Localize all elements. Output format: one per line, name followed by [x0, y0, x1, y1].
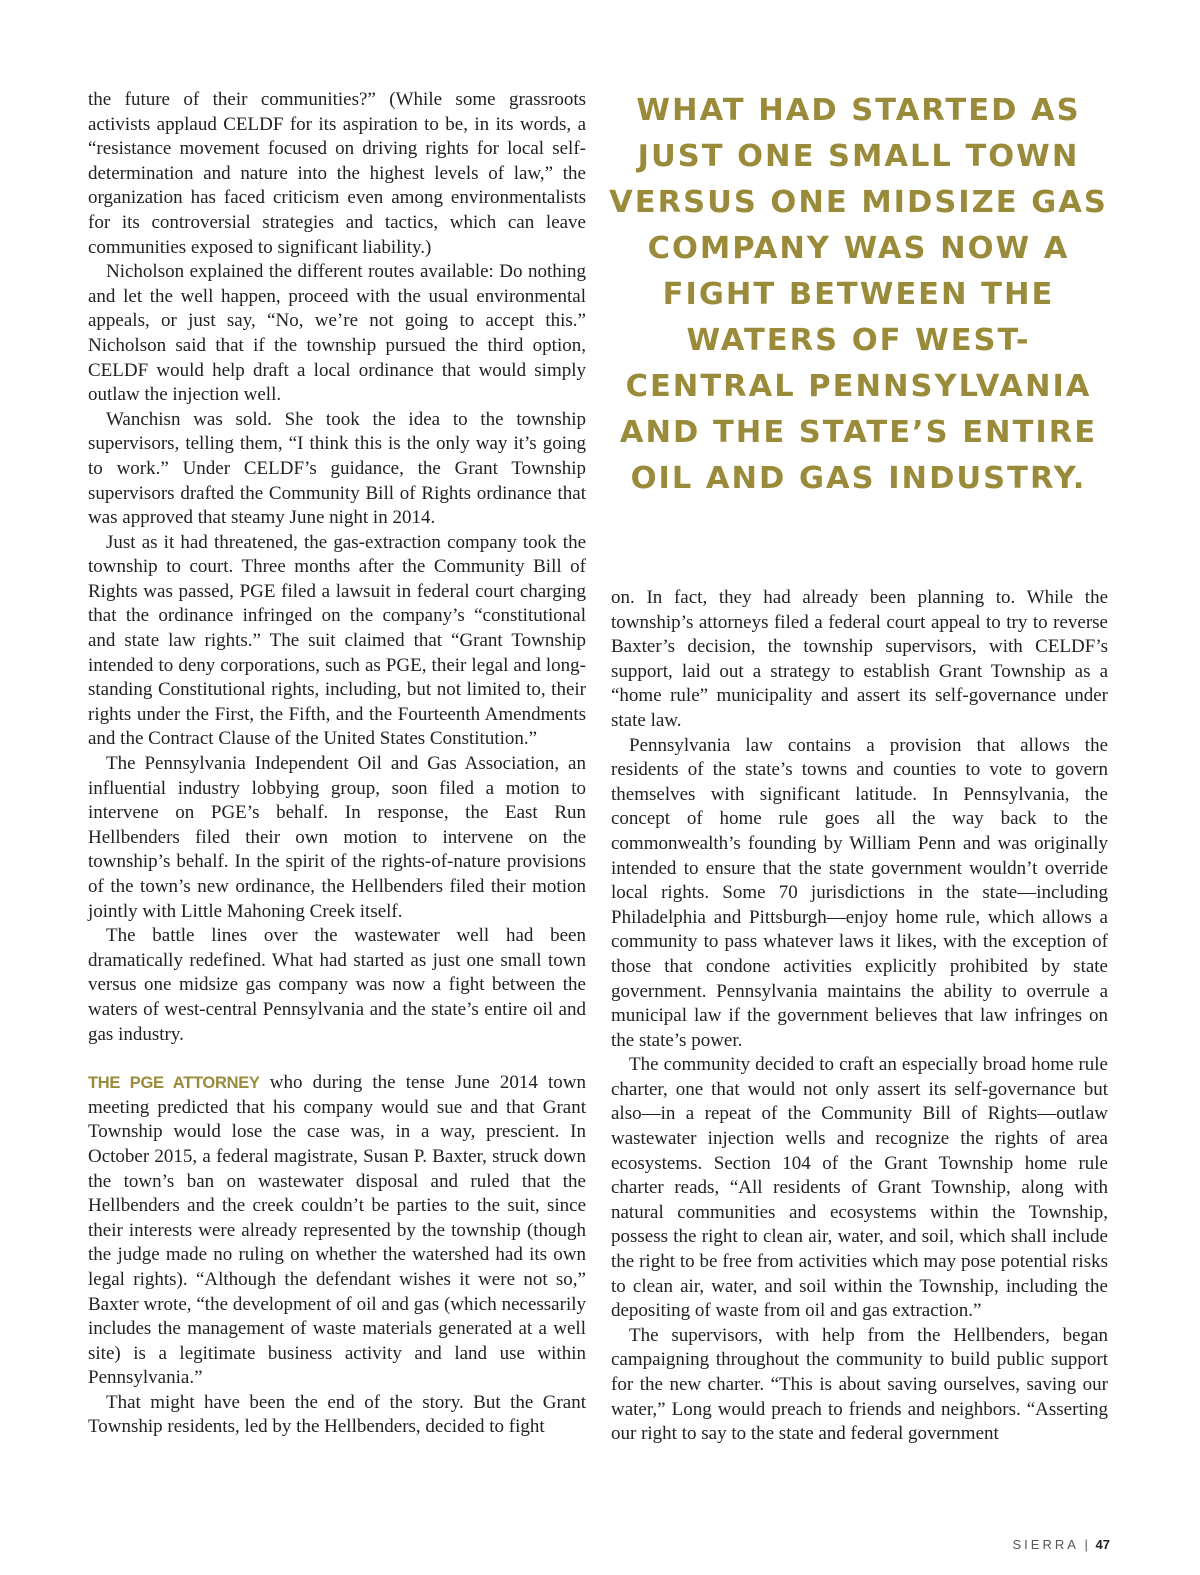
section-body: who during the tense June 2014 town meeting predicted that his company would sue and that Grant Township would lose the case was, in a way, prescient. In October 2015, a federal magistrate, Susan P. Baxter, struck down the town’s ban on wastewater disposal and ruled that the Hellbenders and the creek couldn’t be parties to the suit, since their interests were already represented by the township (though the judge made no ruling on whether the watershed had its own legal rights). “Although the defendant wishes it were not so,” Baxter wrote, “the development of oil and gas (which necessarily includes the management of waste materials generated at a well site) is a legitimate business activity and land use within Pennsylvania.”: [88, 1072, 586, 1389]
paragraph: the future of their communities?” (While some grassroots activists applaud CELDF for its aspiration to be, in its words, a “resistance movement focused on driving rights for local self-determination and nature into the highest levels of law,” the organization has faced criticism even among environmentalists for its controversial strategies and tactics, which can leave communities exposed to significant liability.): [88, 89, 586, 258]
pull-quote: WHAT HAD STARTED AS JUST ONE SMALL TOWN VERSUS ONE MIDSIZE GAS COMPANY WAS NOW A FIGHT BETWEEN THE WATERS OF WEST-CENTRAL PENNSYLVANIA AND THE STATE’S ENTIRE OIL AND GAS INDUSTRY.: [609, 93, 1108, 496]
paragraph: That might have been the end of the story. But the Grant Township residents, led by the Hellbenders, decided to fight: [88, 1391, 586, 1438]
paragraph: The battle lines over the wastewater well had been dramatically redefined. What had started as just one small town versus one midsize gas company was now a fight between the waters of west-central Pennsylvania and the state’s entire oil and gas industry.: [88, 925, 586, 1045]
right-column: [611, 586, 1108, 1447]
footer-separator: |: [1084, 1537, 1088, 1552]
section-lead-in: THE PGE ATTORNEY: [88, 1074, 260, 1093]
paragraph: Nicholson explained the different routes available: Do nothing and let the well happen, proceed with the usual environmental appeals, or just say, “No, we’re not going to accept this.” Nicholson said that if the township pursued the third option, CELDF would help draft a local ordinance that would simply outlaw the injection well.: [88, 261, 586, 406]
page-number: 47: [1095, 1537, 1110, 1552]
left-column: [88, 88, 586, 1440]
paragraph: The supervisors, with help from the Hellbenders, began campaigning throughout the community to build public support for the new charter. “This is about saving ourselves, saving our water,” Long would preach to friends and neighbors. “Asserting our right to say to the state and federal government: [611, 1324, 1108, 1445]
paragraph: on. In fact, they had already been planning to. While the township’s attorneys filed a federal court appeal to try to reverse Baxter’s decision, the township supervisors, with CELDF’s support, laid out a strategy to establish Grant Township as a “home rule” municipality and assert its self-governance under state law.: [611, 587, 1108, 731]
page-footer: [1012, 1537, 1110, 1552]
magazine-name: SIERRA: [1012, 1537, 1079, 1552]
paragraph: Just as it had threatened, the gas-extraction company took the township to court. Three months after the Community Bill of Rights was passed, PGE filed a lawsuit in federal court charging that the ordinance infringed on the company’s “constitutional and state law rights.” The suit claimed that “Grant Township intended to deny corporations, such as PGE, their legal and long-standing Constitutional rights, including, but not limited to, their rights under the First, the Fifth, and the Fourteenth Amendments and the Contract Clause of the United States Constitution.”: [88, 531, 586, 750]
paragraph: Pennsylvania law contains a provision that allows the residents of the state’s towns and counties to vote to govern themselves with significant latitude. In Pennsylvania, the concept of home rule goes all the way back to the commonwealth’s founding by William Penn and was originally intended to ensure that the state government wouldn’t override local rights. Some 70 jurisdictions in the state—including Philadelphia and Pittsburgh—enjoy home rule, which allows a community to pass whatever laws it likes, with the exception of those that condone activities explicitly prohibited by state government. Pennsylvania maintains the ability to overrule a municipal law if the government believes that law infringes on the state’s power.: [611, 734, 1108, 1051]
paragraph: The community decided to craft an especially broad home rule charter, one that would not only assert its self-governance but also—in a repeat of the Community Bill of Rights—outlaw wastewater injection wells and recognize the rights of area ecosystems. Section 104 of the Grant Township home rule charter reads, “All residents of Grant Township, along with natural communities and ecosystems within the Township, possess the right to clean air, water, and soil, which shall include the right to be free from activities which may pose potential risks to clean air, water, and soil within the Township, including the depositing of waste from oil and gas extraction.”: [611, 1054, 1108, 1322]
paragraph: The Pennsylvania Independent Oil and Gas Association, an influential industry lobbying group, soon filed a motion to intervene on PGE’s behalf. In response, the East Run Hellbenders filed their own motion to intervene on the township’s behalf. In the spirit of the rights-of-nature provisions of the town’s new ordinance, the Hellbenders filed their motion jointly with Little Mahoning Creek itself.: [88, 753, 586, 922]
section-paragraph: [88, 1071, 586, 1391]
paragraph: Wanchisn was sold. She took the idea to the township supervisors, telling them, “I think this is the only way it’s going to work.” Under CELDF’s guidance, the Grant Township supervisors drafted the Community Bill of Rights ordinance that was approved that steamy June night in 2014.: [88, 408, 586, 529]
